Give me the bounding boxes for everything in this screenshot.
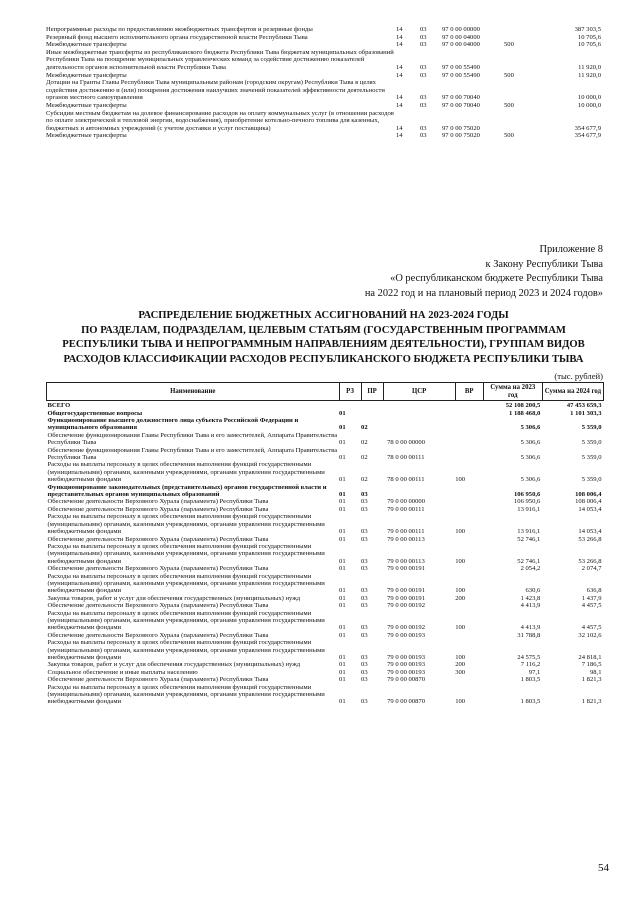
row-sum: 11 920,0 [578, 71, 601, 79]
row-vr: 500 [504, 41, 514, 49]
row-csr: 79 0 00 00191 [387, 587, 425, 595]
row-vr [455, 602, 483, 609]
row-sum: 10 000,0 [577, 94, 601, 102]
row-pr: 03 [420, 71, 427, 79]
row-csr: 97 0 00 70040 [442, 101, 480, 109]
row-sum-2024: 14 053,4 [578, 505, 602, 513]
header-sum-2023: Сумма на 2023 год [483, 383, 542, 401]
row-vr [455, 417, 483, 432]
row-rz: 01 [339, 424, 346, 432]
table-row [47, 513, 604, 535]
row-rz: 01 [339, 668, 346, 676]
appendix-line: Приложение 8 [539, 244, 603, 255]
row-rz: 14 [396, 101, 403, 109]
row-rz: 14 [396, 71, 403, 79]
row-rz: 14 [396, 94, 403, 102]
row-vr: 500 [504, 71, 514, 79]
row-csr: 97 0 00 00000 [442, 26, 480, 33]
table-row [47, 401, 604, 410]
table-row [47, 417, 604, 432]
row-name: Расходы на выплаты персоналу в целях обеспечения выполнения функций государственными (муниципальными) органами, казенными учреждениями, органами управления государственными внебюджетными фондами [47, 639, 325, 661]
row-csr [383, 417, 455, 432]
row-name: Резервный фонд высшего исполнительного органа государственной власти Республики Тыва [46, 33, 308, 41]
table-row [47, 632, 604, 639]
row-csr: 79 0 00 00193 [387, 654, 425, 661]
table-row [46, 49, 601, 72]
row-rz: 14 [396, 26, 403, 33]
title-line: РАСХОДОВ КЛАССИФИКАЦИИ РАСХОДОВ РЕСПУБЛИКАНСКОГО БЮДЖЕТА РЕСПУБЛИКИ ТЫВА [63, 353, 584, 365]
row-rz: 01 [339, 624, 346, 632]
row-rz: 14 [396, 33, 403, 41]
row-sum-2023: 4 413,9 [520, 602, 541, 610]
row-pr: 03 [420, 33, 427, 41]
row-pr: 03 [420, 132, 427, 140]
table-row [46, 102, 601, 110]
row-sum-2023: 52 746,1 [517, 535, 541, 543]
row-rz: 01 [339, 602, 346, 610]
budget-table-body [47, 401, 604, 706]
row-sum-2024: 24 818,1 [578, 654, 602, 661]
row-vr [504, 49, 534, 72]
row-name: Закупка товаров, работ и услуг для обеспечения государственных (муниципальных) нужд [47, 661, 301, 669]
row-sum-2024: 5 359,0 [581, 454, 602, 462]
table-row [47, 669, 604, 676]
row-rz: 01 [339, 498, 346, 506]
continued-table [46, 26, 601, 140]
appendix-line: «О республиканском бюджете Республики Тыва [390, 273, 603, 284]
row-pr: 03 [361, 602, 368, 610]
row-pr: 03 [420, 41, 427, 49]
row-sum-2024: 5 359,0 [581, 476, 602, 484]
row-vr [504, 110, 534, 133]
row-name: ВСЕГО [47, 402, 71, 410]
row-csr: 79 0 00 00192 [387, 624, 425, 632]
row-name: Субсидии местным бюджетам на долевое финансирование расходов на оплату коммунальных услуг (в отношении расходов по оплате электрической и тепловой энергии, водоснабжения), приобретение котельно-печного топлива для казенных, бюджетных и автономных учреждений (с учетом доставки и услуг поставщика) [46, 109, 394, 132]
row-sum-2024: 2 074,7 [581, 565, 602, 573]
row-sum: 10 705,6 [577, 41, 601, 49]
table-row [47, 684, 604, 706]
row-csr: 79 0 00 00113 [387, 535, 425, 543]
row-pr: 03 [361, 624, 368, 632]
row-pr: 03 [361, 631, 368, 639]
row-rz: 01 [339, 631, 346, 639]
title-line: ПО РАЗДЕЛАМ, ПОДРАЗДЕЛАМ, ЦЕЛЕВЫМ СТАТЬЯМ (ГОСУДАРСТВЕННЫМ ПРОГРАММАМ [81, 324, 566, 336]
row-name: Обеспечение деятельности Верховного Хурала (парламента) Республики Тыва [47, 676, 269, 684]
row-rz: 01 [339, 661, 346, 669]
row-name: Межбюджетные трансферты [46, 71, 127, 79]
row-sum-2024: 1 821,3 [581, 676, 602, 684]
row-vr [504, 26, 534, 34]
row-pr: 03 [361, 594, 368, 602]
row-sum-2023: 7 116,2 [520, 661, 541, 669]
row-sum-2023: 4 413,9 [520, 624, 541, 632]
row-csr: 79 0 00 00192 [387, 602, 425, 610]
row-pr: 03 [361, 668, 368, 676]
title-line: РАСПРЕДЕЛЕНИЕ БЮДЖЕТНЫХ АССИГНОВАНИЙ НА 2023-2024 ГОДЫ [138, 310, 509, 321]
row-sum-2023: 31 788,8 [517, 631, 541, 639]
row-pr: 03 [361, 565, 368, 573]
table-row [47, 432, 604, 447]
row-name: Обеспечение функционирования Главы Республики Тыва и его заместителей, Аппарата Правительства Республики Тыва [47, 431, 338, 447]
row-csr: 97 0 00 75020 [442, 132, 480, 140]
table-row [46, 26, 601, 34]
row-pr [361, 410, 383, 417]
row-vr [455, 536, 483, 543]
row-sum-2023: 24 575,5 [517, 654, 541, 661]
row-pr: 03 [361, 661, 368, 669]
row-vr [455, 506, 483, 513]
row-csr: 79 0 00 00000 [387, 498, 425, 506]
row-rz: 01 [339, 439, 346, 447]
row-sum-2023: 630,6 [525, 587, 541, 595]
row-sum-2024: 32 102,6 [578, 631, 602, 639]
row-sum-2024: 108 006,4 [575, 491, 602, 499]
row-vr: 100 [455, 476, 466, 484]
row-name: Обеспечение деятельности Верховного Хурала (парламента) Республики Тыва [47, 565, 269, 573]
row-csr: 97 0 00 55490 [442, 71, 480, 79]
table-row [47, 639, 604, 661]
row-pr: 02 [361, 454, 368, 462]
row-pr: 03 [420, 101, 427, 109]
row-csr: 79 0 00 00870 [387, 698, 425, 706]
row-rz: 14 [396, 63, 403, 71]
table-row [47, 676, 604, 683]
budget-table [46, 382, 604, 706]
row-sum: 387 303,5 [574, 26, 601, 33]
row-csr: 97 0 00 04000 [442, 33, 480, 41]
row-sum-2024: 4 457,5 [581, 602, 602, 610]
row-sum-2024: 5 359,0 [581, 424, 602, 432]
row-vr: 300 [455, 668, 466, 676]
row-sum-2023: 52 746,1 [517, 557, 541, 565]
row-name: Обеспечение деятельности Верховного Хурала (парламента) Республики Тыва [47, 631, 269, 639]
row-name: Межбюджетные трансферты [46, 41, 127, 49]
row-name: Обеспечение деятельности Верховного Хурала (парламента) Республики Тыва [47, 498, 269, 506]
row-sum-2023: 5 306,6 [520, 439, 541, 447]
row-csr: 79 0 00 00111 [387, 505, 425, 513]
row-sum-2024: 5 359,0 [581, 439, 602, 447]
row-vr: 100 [455, 654, 466, 661]
row-vr [455, 410, 483, 417]
row-sum: 354 677,9 [574, 124, 601, 132]
table-row [47, 484, 604, 499]
row-name: Функционирование высшего должностного лица субъекта Российской Федерации и муниципального образования [47, 417, 299, 432]
row-name: Общегосударственные вопросы [47, 409, 143, 417]
row-rz: 01 [339, 476, 346, 484]
row-rz: 01 [339, 587, 346, 595]
row-name: Межбюджетные трансферты [46, 132, 127, 140]
row-name: Закупка товаров, работ и услуг для обеспечения государственных (муниципальных) нужд [47, 594, 301, 602]
row-name: Обеспечение деятельности Верховного Хурала (парламента) Республики Тыва [47, 535, 269, 543]
row-csr: 79 0 00 00111 [387, 528, 425, 536]
title-line: РЕСПУБЛИКИ ТЫВА И НЕПРОГРАММНЫМ НАПРАВЛЕНИЯМ ДЕЯТЕЛЬНОСТИ), ГРУППАМ ВИДОВ [62, 339, 585, 350]
row-csr: 79 0 00 00193 [387, 668, 425, 676]
row-sum-2024: 53 266,8 [578, 557, 602, 565]
row-rz: 01 [339, 528, 346, 536]
row-rz: 01 [339, 594, 346, 602]
row-rz: 14 [396, 41, 403, 49]
row-vr [455, 565, 483, 572]
row-rz: 01 [339, 491, 346, 499]
row-sum-2023: 106 950,6 [513, 498, 541, 506]
row-vr [455, 484, 483, 499]
row-csr: 78 0 00 00111 [387, 476, 425, 484]
row-pr: 03 [420, 124, 427, 132]
row-vr: 200 [455, 594, 466, 602]
row-sum-2023: 2 054,2 [520, 565, 541, 573]
row-vr [455, 432, 483, 447]
row-rz: 01 [339, 505, 346, 513]
table-row [47, 498, 604, 505]
table-row [46, 34, 601, 42]
row-csr: 79 0 00 00870 [387, 676, 425, 684]
row-rz: 01 [339, 557, 346, 565]
row-pr: 03 [361, 698, 368, 706]
row-name: Расходы на выплаты персоналу в целях обеспечения выполнения функций государственными (муниципальными) органами, казенными учреждениями, органами управления государственными внебюджетными фондами [47, 542, 325, 565]
row-vr: 100 [455, 528, 466, 536]
row-sum-2023: 106 950,6 [513, 491, 541, 499]
row-rz: 01 [339, 565, 346, 573]
table-row [47, 602, 604, 609]
row-sum-2024: 7 186,5 [581, 661, 602, 669]
row-sum-2024: 53 266,8 [578, 535, 602, 543]
table-row [47, 536, 604, 543]
row-csr: 79 0 00 00191 [387, 565, 425, 573]
row-sum-2024: 98,1 [589, 668, 602, 676]
row-sum-2023: 1 423,8 [520, 594, 541, 602]
row-name: Функционирование законодательных (представительных) органов государственной власти и представительных органов муниципальных образований [47, 483, 327, 499]
row-name: Обеспечение деятельности Верховного Хурала (парламента) Республики Тыва [47, 505, 269, 513]
row-pr [361, 401, 383, 410]
row-name: Расходы на выплаты персоналу в целях обеспечения выполнения функций государственными (муниципальными) органами, казенными учреждениями, органами управления государственными внебюджетными фондами [47, 683, 325, 706]
row-csr [383, 484, 455, 499]
header-pr: ПР [361, 383, 383, 401]
table-row [47, 610, 604, 632]
row-pr: 02 [361, 439, 368, 447]
row-csr: 97 0 00 55490 [442, 63, 480, 71]
row-pr: 03 [361, 587, 368, 595]
row-vr: 100 [455, 557, 466, 565]
row-vr: 100 [455, 587, 466, 595]
row-vr: 500 [504, 101, 514, 109]
row-sum-2023: 1 803,5 [520, 698, 541, 706]
row-sum-2023: 52 108 200,5 [505, 402, 541, 410]
row-sum-2024: 1 821,3 [581, 698, 602, 706]
row-name: Непрограммные расходы по предоставлению межбюджетных трансфертов и резервные фонды [46, 26, 313, 33]
row-vr: 200 [455, 661, 466, 669]
row-sum-2024: 4 457,5 [581, 624, 602, 632]
header-vr: ВР [455, 383, 483, 401]
appendix-line: на 2022 год и на плановый период 2023 и 2024 годов» [364, 287, 603, 299]
row-pr: 03 [361, 557, 368, 565]
table-row [46, 132, 601, 140]
row-name: Обеспечение функционирования Главы Республики Тыва и его заместителей, Аппарата Правительства Республики Тыва [47, 446, 338, 462]
row-csr: 78 0 00 00111 [387, 454, 425, 462]
row-rz: 01 [339, 409, 346, 417]
row-sum: 354 677,9 [574, 132, 601, 140]
row-pr: 02 [361, 476, 368, 484]
row-sum-2023: 5 306,6 [520, 476, 541, 484]
row-rz: 01 [339, 454, 346, 462]
continued-table-body [46, 26, 601, 140]
row-rz: 01 [339, 535, 346, 543]
row-rz: 01 [339, 654, 346, 661]
row-pr: 03 [361, 505, 368, 513]
row-sum-2023: 5 306,6 [520, 424, 541, 432]
header-name: Наименование [47, 383, 340, 401]
row-sum-2024: 1 437,9 [581, 594, 602, 602]
row-vr [504, 79, 534, 102]
row-sum-2023: 1 188 468,0 [509, 409, 541, 417]
row-csr: 79 0 00 00113 [387, 557, 425, 565]
row-csr: 97 0 00 04000 [442, 41, 480, 49]
row-csr: 78 0 00 00000 [387, 439, 425, 447]
row-vr [504, 34, 534, 42]
table-header-row [47, 383, 604, 401]
row-rz: 14 [396, 124, 403, 132]
row-rz [339, 401, 361, 410]
header-sum-2024: Сумма на 2024 год [542, 383, 603, 401]
table-row [47, 595, 604, 602]
table-row [47, 461, 604, 483]
row-name: Расходы на выплаты персоналу в целях обеспечения выполнения функций государственными (муниципальными) органами, казенными учреждениями, органами управления государственными внебюджетными фондами [47, 513, 325, 536]
units-label: (тыс. рублей) [554, 371, 603, 381]
row-pr: 03 [361, 491, 368, 499]
row-name: Межбюджетные трансферты [46, 101, 127, 109]
row-sum-2024: 108 006,4 [575, 498, 602, 506]
row-sum-2023: 13 916,1 [517, 505, 541, 513]
row-vr: 500 [504, 132, 514, 140]
table-row [47, 447, 604, 462]
header-csr: ЦСР [383, 383, 455, 401]
page-number: 54 [598, 862, 609, 874]
table-row [47, 565, 604, 572]
row-pr: 03 [361, 498, 368, 506]
table-row [47, 543, 604, 565]
row-csr: 97 0 00 70040 [442, 94, 480, 102]
row-name: Социальное обеспечение и иные выплаты населению [47, 668, 198, 676]
row-sum-2023: 97,1 [528, 668, 541, 676]
document-title [46, 309, 601, 367]
row-rz: 14 [396, 132, 403, 140]
row-name: Расходы на выплаты персоналу в целях обеспечения выполнения функций государственными (муниципальными) органами, казенными учреждениями, органами управления государственными внебюджетными фондами [47, 572, 325, 595]
row-vr [455, 447, 483, 462]
row-pr: 02 [361, 424, 368, 432]
table-row [47, 506, 604, 513]
row-vr [455, 498, 483, 505]
header-rz: РЗ [339, 383, 361, 401]
row-sum-2023: 5 306,6 [520, 454, 541, 462]
row-csr: 79 0 00 00193 [387, 661, 425, 669]
row-name: Расходы на выплаты персоналу в целях обеспечения выполнения функций государственными (муниципальными) органами, казенными учреждениями, органами управления государственными внебюджетными фондами [47, 609, 325, 632]
row-csr: 97 0 00 75020 [442, 124, 480, 132]
row-pr: 03 [420, 63, 427, 71]
row-pr: 03 [361, 535, 368, 543]
row-rz: 01 [339, 676, 346, 684]
appendix-line: к Закону Республики Тыва [485, 258, 603, 270]
row-sum-2024: 14 053,4 [578, 528, 602, 536]
row-rz: 01 [339, 698, 346, 706]
row-sum-2023: 13 916,1 [517, 528, 541, 536]
row-sum: 10 705,6 [577, 33, 601, 41]
row-vr: 100 [455, 624, 466, 632]
row-csr [383, 401, 455, 410]
row-name: Дотации на Гранты Главы Республики Тыва муниципальным районам (городским округам) Республики Тыва в целях содействия достижению и (или) поощрения достижения наилучших значений показателей эффективности деятельности органов местного самоуправления [46, 79, 385, 102]
table-row [46, 41, 601, 49]
row-sum-2023: 1 803,5 [520, 676, 541, 684]
row-vr [455, 632, 483, 639]
row-name: Расходы на выплаты персоналу в целях обеспечения выполнения функций государственными (муниципальными) органами, казенными учреждениями, органами управления государственными внебюджетными фондами [47, 461, 325, 484]
row-vr [455, 401, 483, 410]
row-sum: 11 920,0 [578, 63, 601, 71]
table-row [47, 573, 604, 595]
row-pr: 03 [361, 528, 368, 536]
table-row [46, 110, 601, 133]
table-row [47, 661, 604, 668]
table-row [46, 72, 601, 80]
table-row [46, 79, 601, 102]
row-sum-2024: 1 101 303,3 [570, 409, 602, 417]
row-pr: 03 [361, 676, 368, 684]
row-sum-2024: 47 453 659,3 [566, 402, 602, 410]
row-csr: 79 0 00 00193 [387, 631, 425, 639]
row-pr: 03 [361, 654, 368, 661]
row-vr [455, 676, 483, 683]
row-sum-2024: 636,8 [586, 587, 602, 595]
appendix-note [365, 243, 603, 301]
row-name: Обеспечение деятельности Верховного Хурала (парламента) Республики Тыва [47, 602, 269, 610]
row-name: Иные межбюджетные трансферты из республиканского бюджета Республики Тыва бюджетам муниципальных образований Республики Тыва на поощрение муниципальных управленческих команд за содействие достижению показателей деятельности органов исполнительной власти Республики Тыва [46, 48, 394, 71]
row-csr: 79 0 00 00191 [387, 594, 425, 602]
row-csr [383, 410, 455, 417]
row-pr: 03 [420, 94, 427, 102]
row-vr: 100 [455, 698, 466, 706]
row-pr: 03 [420, 26, 427, 33]
table-row [47, 410, 604, 417]
row-sum: 10 000,0 [577, 101, 601, 109]
